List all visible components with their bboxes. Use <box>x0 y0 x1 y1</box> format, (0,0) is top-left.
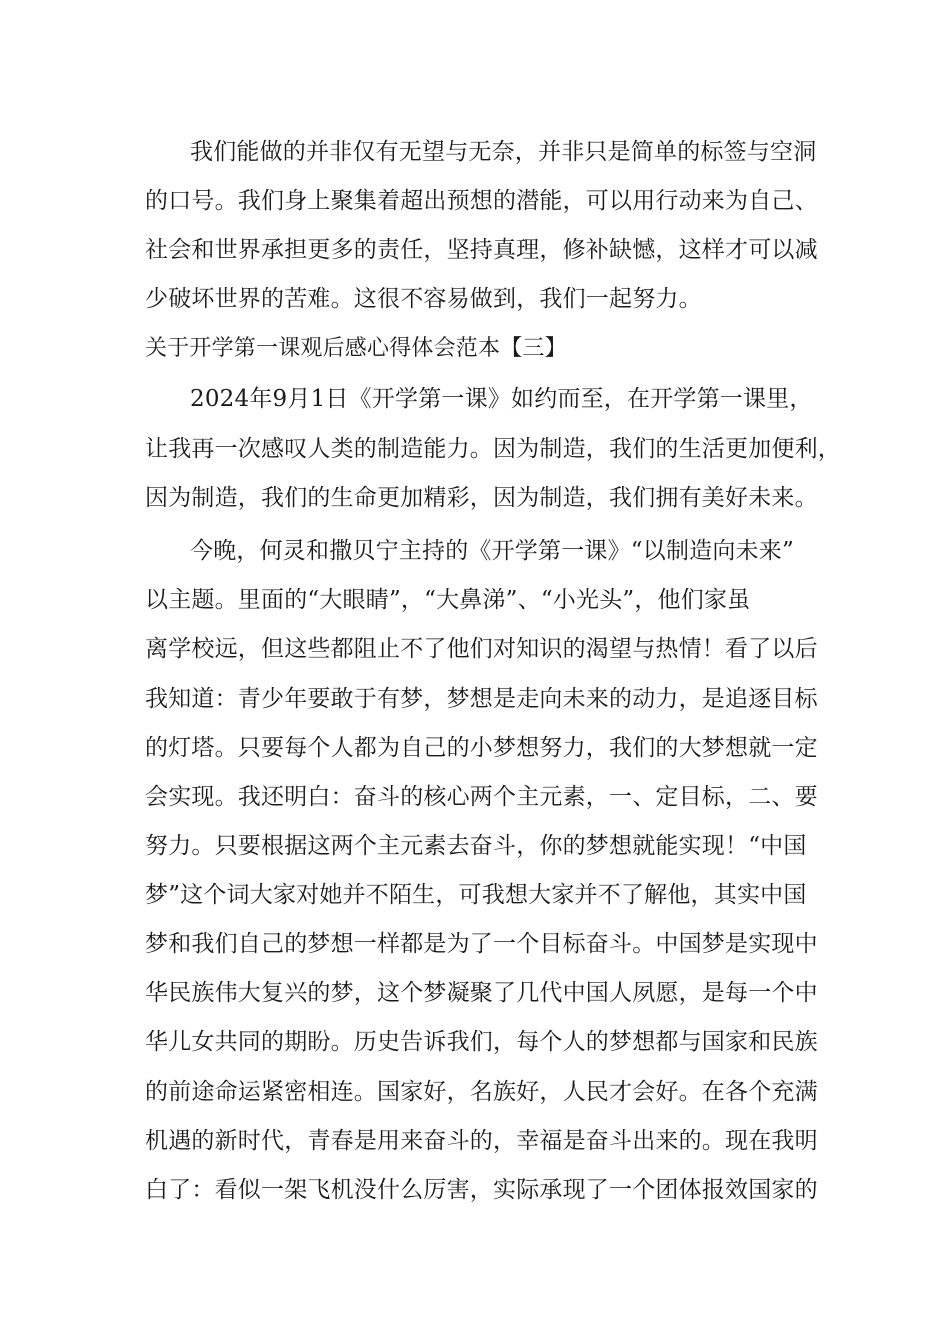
paragraph-3-line-5: 的灯塔。只要每个人都为自己的小梦想努力，我们的大梦想就一定 <box>145 735 818 761</box>
paragraph-1-line-2: 的口号。我们身上聚集着超出预想的潜能，可以用行动来为自己、 <box>145 188 818 214</box>
paragraph-3-line-7: 努力。只要根据这两个主元素去奋斗，你的梦想就能实现！“中国 <box>145 833 807 859</box>
paragraph-3-line-14: 白了：看似一架飞机没什么厉害，实际承现了一个团体报效国家的 <box>145 1177 818 1203</box>
paragraph-3-line-11: 华儿女共同的期盼。历史告诉我们，每个人的梦想都与国家和民族 <box>145 1029 818 1055</box>
paragraph-3-line-9: 梦和我们自己的梦想一样都是为了一个目标奋斗。中国梦是实现中 <box>145 931 818 957</box>
paragraph-3-line-8: 梦”这个词大家对她并不陌生，可我想大家并不了解他，其实中国 <box>145 882 807 908</box>
paragraph-3-line-12: 的前途命运紧密相连。国家好，名族好，人民才会好。在各个充满 <box>145 1079 818 1105</box>
paragraph-2-line-3: 因为制造，我们的生命更加精彩，因为制造，我们拥有美好未来。 <box>145 485 818 511</box>
paragraph-2-line-2: 让我再一次感叹人类的制造能力。因为制造，我们的生活更加便利， <box>145 436 841 462</box>
paragraph-3-line-3: 离学校远，但这些都阻止不了他们对知识的渴望与热情！看了以后 <box>145 636 818 662</box>
paragraph-3-line-2: 以主题。里面的“大眼睛”，“大鼻涕”、“小光头”，他们家虽 <box>145 587 751 613</box>
paragraph-3-line-10: 华民族伟大复兴的梦，这个梦凝聚了几代中国人夙愿，是每一个中 <box>145 980 818 1006</box>
paragraph-3-line-6: 会实现。我还明白：奋斗的核心两个主元素，一、定目标，二、要 <box>145 784 818 810</box>
section-heading: 关于开学第一课观后感心得体会范本【三】 <box>145 336 567 361</box>
paragraph-3-line-1: 今晚，何灵和撒贝宁主持的《开学第一课》“以制造向未来” <box>190 538 794 564</box>
paragraph-2-line-1: 2024年9月1日《开学第一课》如约而至，在开学第一课里， <box>190 386 813 412</box>
paragraph-1-line-4: 少破坏世界的苦难。这很不容易做到，我们一起努力。 <box>145 286 702 312</box>
paragraph-1-line-1: 我们能做的并非仅有无望与无奈，并非只是简单的标签与空洞 <box>190 139 817 165</box>
paragraph-3-line-4: 我知道：青少年要敢于有梦，梦想是走向未来的动力，是追逐目标 <box>145 686 818 712</box>
paragraph-1-line-3: 社会和世界承担更多的责任，坚持真理，修补缺憾，这样才可以减 <box>145 237 818 263</box>
paragraph-3-line-13: 机遇的新时代，青春是用来奋斗的，幸福是奋斗出来的。现在我明 <box>145 1128 818 1154</box>
